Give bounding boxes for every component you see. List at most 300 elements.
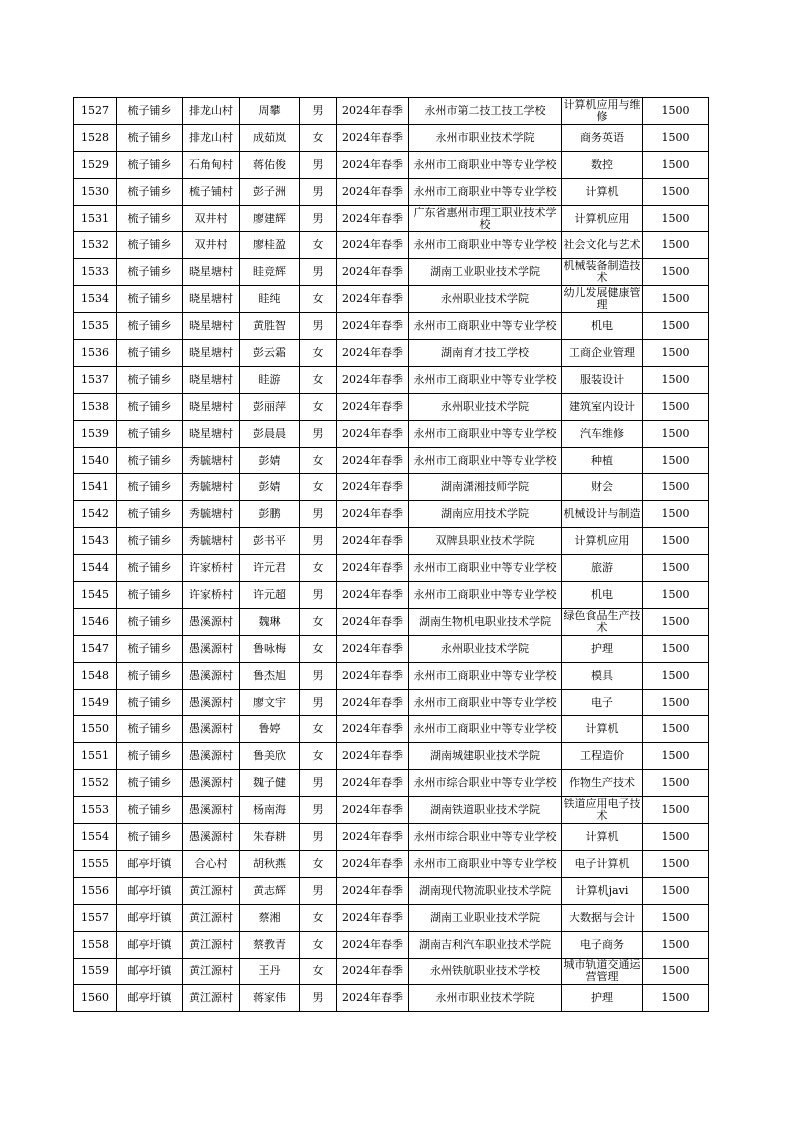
township-cell bbox=[117, 393, 183, 420]
major-text: 计算机应用与维修 bbox=[563, 98, 641, 123]
township-cell bbox=[117, 178, 183, 205]
student-name-text: 王丹 bbox=[258, 965, 281, 978]
serial-number-text: 1552 bbox=[81, 777, 109, 790]
serial-number-cell bbox=[74, 850, 117, 877]
serial-number-text: 1533 bbox=[81, 266, 109, 279]
serial-number-text: 1554 bbox=[81, 830, 109, 843]
student-name-cell bbox=[240, 608, 300, 635]
village-cell bbox=[183, 850, 240, 877]
major-cell bbox=[562, 770, 643, 797]
major-text: 社会文化与艺术 bbox=[563, 239, 641, 252]
township-text: 梳子铺乡 bbox=[127, 669, 172, 682]
major-cell bbox=[562, 743, 643, 770]
semester-cell bbox=[337, 420, 409, 447]
serial-number-cell bbox=[74, 608, 117, 635]
serial-number-text: 1550 bbox=[81, 723, 109, 736]
semester-text: 2024年春季 bbox=[342, 400, 403, 413]
village-text: 双井村 bbox=[194, 212, 228, 225]
student-name-text: 廖文宇 bbox=[253, 696, 286, 709]
major-cell bbox=[562, 420, 643, 447]
table-row bbox=[74, 904, 709, 931]
student-name-cell bbox=[240, 662, 300, 689]
amount-text: 1500 bbox=[661, 400, 690, 413]
village-cell bbox=[183, 178, 240, 205]
amount-text: 1500 bbox=[661, 804, 690, 817]
village-text: 愚溪源村 bbox=[189, 615, 233, 628]
serial-number-cell bbox=[74, 313, 117, 340]
township-text: 梳子铺乡 bbox=[127, 508, 172, 521]
township-text: 梳子铺乡 bbox=[127, 320, 172, 333]
student-name-text: 魏子健 bbox=[253, 777, 286, 790]
semester-cell bbox=[337, 98, 409, 125]
major-text: 旅游 bbox=[591, 562, 613, 575]
village-cell bbox=[183, 313, 240, 340]
semester-cell bbox=[337, 178, 409, 205]
student-name-cell bbox=[240, 98, 300, 125]
semester-text: 2024年春季 bbox=[342, 293, 403, 306]
student-name-text: 蔡湘 bbox=[258, 911, 281, 924]
township-cell bbox=[117, 824, 183, 851]
gender-cell bbox=[300, 582, 337, 609]
village-cell bbox=[183, 501, 240, 528]
amount-cell bbox=[643, 151, 709, 178]
school-text: 永州市工商职业中等专业学校 bbox=[413, 723, 557, 736]
serial-number-text: 1529 bbox=[81, 158, 109, 171]
township-text: 梳子铺乡 bbox=[127, 481, 172, 494]
gender-cell bbox=[300, 124, 337, 151]
major-text: 计算机 bbox=[585, 185, 619, 198]
school-cell bbox=[409, 393, 562, 420]
village-cell bbox=[183, 582, 240, 609]
serial-number-text: 1534 bbox=[81, 293, 109, 306]
student-name-cell bbox=[240, 824, 300, 851]
serial-number-text: 1560 bbox=[81, 992, 109, 1005]
township-cell bbox=[117, 904, 183, 931]
village-text: 晓星塘村 bbox=[189, 320, 233, 333]
semester-text: 2024年春季 bbox=[342, 373, 403, 386]
amount-cell bbox=[643, 716, 709, 743]
village-text: 愚溪源村 bbox=[189, 696, 233, 709]
gender-text: 女 bbox=[312, 642, 324, 655]
village-text: 愚溪源村 bbox=[189, 750, 233, 763]
school-cell bbox=[409, 178, 562, 205]
table-row bbox=[74, 286, 709, 313]
township-text: 邮亭圩镇 bbox=[127, 965, 172, 978]
semester-text: 2024年春季 bbox=[342, 185, 403, 198]
township-cell bbox=[117, 528, 183, 555]
village-cell bbox=[183, 528, 240, 555]
amount-text: 1500 bbox=[661, 454, 690, 467]
student-name-cell bbox=[240, 420, 300, 447]
semester-text: 2024年春季 bbox=[342, 992, 403, 1005]
student-name-text: 黄胜智 bbox=[253, 320, 286, 333]
major-cell bbox=[562, 555, 643, 582]
subsidy-roster-table bbox=[73, 97, 709, 1012]
serial-number-text: 1548 bbox=[81, 669, 109, 682]
major-text: 绿色食品生产技术 bbox=[563, 609, 641, 634]
serial-number-cell bbox=[74, 259, 117, 286]
table-row bbox=[74, 958, 709, 985]
school-text: 湖南应用技术学院 bbox=[441, 508, 529, 521]
school-cell bbox=[409, 850, 562, 877]
table-row bbox=[74, 555, 709, 582]
major-text: 建筑室内设计 bbox=[569, 400, 635, 413]
school-text: 永州市工商职业中等专业学校 bbox=[413, 373, 557, 386]
school-cell bbox=[409, 340, 562, 367]
serial-number-text: 1551 bbox=[81, 750, 109, 763]
school-cell bbox=[409, 474, 562, 501]
table-row bbox=[74, 824, 709, 851]
semester-cell bbox=[337, 689, 409, 716]
gender-text: 女 bbox=[312, 293, 324, 306]
major-text: 计算机javi bbox=[575, 884, 629, 897]
student-name-cell bbox=[240, 501, 300, 528]
gender-cell bbox=[300, 635, 337, 662]
amount-cell bbox=[643, 259, 709, 286]
gender-text: 男 bbox=[312, 158, 324, 171]
semester-cell bbox=[337, 124, 409, 151]
township-text: 梳子铺乡 bbox=[127, 723, 172, 736]
semester-cell bbox=[337, 528, 409, 555]
serial-number-cell bbox=[74, 286, 117, 313]
serial-number-text: 1557 bbox=[81, 911, 109, 924]
gender-cell bbox=[300, 716, 337, 743]
table-row bbox=[74, 474, 709, 501]
student-name-cell bbox=[240, 286, 300, 313]
township-cell bbox=[117, 232, 183, 259]
amount-text: 1500 bbox=[661, 320, 690, 333]
township-text: 梳子铺乡 bbox=[127, 131, 172, 144]
school-text: 永州市工商职业中等专业学校 bbox=[413, 857, 557, 870]
school-text: 永州市第二技工技工学校 bbox=[424, 104, 546, 117]
serial-number-cell bbox=[74, 743, 117, 770]
semester-text: 2024年春季 bbox=[342, 131, 403, 144]
gender-cell bbox=[300, 662, 337, 689]
school-cell bbox=[409, 904, 562, 931]
semester-text: 2024年春季 bbox=[342, 911, 403, 924]
gender-text: 女 bbox=[312, 400, 324, 413]
student-name-text: 蔡教青 bbox=[253, 938, 286, 951]
student-name-cell bbox=[240, 931, 300, 958]
table-row bbox=[74, 985, 709, 1012]
amount-cell bbox=[643, 474, 709, 501]
major-cell bbox=[562, 205, 643, 232]
amount-text: 1500 bbox=[661, 938, 690, 951]
semester-cell bbox=[337, 286, 409, 313]
semester-cell bbox=[337, 797, 409, 824]
amount-text: 1500 bbox=[661, 615, 690, 628]
serial-number-cell bbox=[74, 366, 117, 393]
village-text: 晓星塘村 bbox=[189, 400, 233, 413]
table-row bbox=[74, 447, 709, 474]
village-text: 愚溪源村 bbox=[189, 669, 233, 682]
township-cell bbox=[117, 582, 183, 609]
amount-cell bbox=[643, 743, 709, 770]
amount-text: 1500 bbox=[661, 562, 690, 575]
village-text: 黄江源村 bbox=[189, 938, 233, 951]
gender-text: 女 bbox=[312, 965, 324, 978]
major-cell bbox=[562, 582, 643, 609]
township-text: 梳子铺乡 bbox=[127, 427, 172, 440]
serial-number-cell bbox=[74, 474, 117, 501]
village-cell bbox=[183, 366, 240, 393]
gender-text: 男 bbox=[312, 804, 324, 817]
major-text: 电子 bbox=[591, 696, 613, 709]
amount-cell bbox=[643, 904, 709, 931]
village-cell bbox=[183, 931, 240, 958]
amount-cell bbox=[643, 286, 709, 313]
gender-cell bbox=[300, 608, 337, 635]
gender-text: 男 bbox=[312, 266, 324, 279]
amount-cell bbox=[643, 985, 709, 1012]
gender-text: 男 bbox=[312, 185, 324, 198]
serial-number-text: 1528 bbox=[81, 131, 109, 144]
township-text: 梳子铺乡 bbox=[127, 454, 172, 467]
table-row bbox=[74, 393, 709, 420]
amount-text: 1500 bbox=[661, 158, 690, 171]
amount-cell bbox=[643, 340, 709, 367]
school-cell bbox=[409, 366, 562, 393]
semester-text: 2024年春季 bbox=[342, 266, 403, 279]
major-cell bbox=[562, 850, 643, 877]
semester-text: 2024年春季 bbox=[342, 508, 403, 521]
village-text: 石角甸村 bbox=[189, 158, 233, 171]
school-text: 永州职业技术学院 bbox=[441, 400, 529, 413]
serial-number-text: 1546 bbox=[81, 615, 109, 628]
student-name-cell bbox=[240, 366, 300, 393]
township-text: 梳子铺乡 bbox=[127, 804, 172, 817]
semester-cell bbox=[337, 259, 409, 286]
gender-text: 女 bbox=[312, 562, 324, 575]
village-text: 愚溪源村 bbox=[189, 723, 233, 736]
school-text: 永州市工商职业中等专业学校 bbox=[413, 588, 557, 601]
serial-number-text: 1538 bbox=[81, 400, 109, 413]
amount-text: 1500 bbox=[661, 588, 690, 601]
village-text: 双井村 bbox=[194, 239, 228, 252]
student-name-text: 鲁婷 bbox=[258, 723, 281, 736]
amount-cell bbox=[643, 635, 709, 662]
serial-number-cell bbox=[74, 393, 117, 420]
gender-cell bbox=[300, 98, 337, 125]
serial-number-text: 1556 bbox=[81, 884, 109, 897]
amount-cell bbox=[643, 824, 709, 851]
major-cell bbox=[562, 501, 643, 528]
table-row bbox=[74, 850, 709, 877]
village-text: 秀毓塘村 bbox=[189, 535, 233, 548]
township-text: 梳子铺乡 bbox=[127, 696, 172, 709]
student-name-cell bbox=[240, 178, 300, 205]
school-cell bbox=[409, 313, 562, 340]
village-cell bbox=[183, 340, 240, 367]
gender-text: 女 bbox=[312, 723, 324, 736]
village-text: 秀毓塘村 bbox=[189, 508, 233, 521]
semester-text: 2024年春季 bbox=[342, 454, 403, 467]
serial-number-cell bbox=[74, 98, 117, 125]
student-name-cell bbox=[240, 474, 300, 501]
semester-text: 2024年春季 bbox=[342, 104, 403, 117]
semester-text: 2024年春季 bbox=[342, 481, 403, 494]
serial-number-text: 1543 bbox=[81, 535, 109, 548]
serial-number-cell bbox=[74, 797, 117, 824]
serial-number-cell bbox=[74, 205, 117, 232]
amount-text: 1500 bbox=[661, 239, 690, 252]
school-text: 湖南铁道职业技术学院 bbox=[430, 804, 540, 817]
school-cell bbox=[409, 259, 562, 286]
village-cell bbox=[183, 662, 240, 689]
table-row bbox=[74, 716, 709, 743]
village-text: 晓星塘村 bbox=[189, 427, 233, 440]
table-row bbox=[74, 797, 709, 824]
serial-number-text: 1559 bbox=[81, 965, 109, 978]
village-text: 秀毓塘村 bbox=[189, 481, 233, 494]
school-text: 湖南工业职业技术学院 bbox=[430, 266, 540, 279]
gender-cell bbox=[300, 555, 337, 582]
amount-text: 1500 bbox=[661, 965, 690, 978]
amount-cell bbox=[643, 662, 709, 689]
township-cell bbox=[117, 366, 183, 393]
semester-cell bbox=[337, 582, 409, 609]
village-cell bbox=[183, 608, 240, 635]
township-text: 梳子铺乡 bbox=[127, 830, 172, 843]
township-cell bbox=[117, 662, 183, 689]
village-text: 黄江源村 bbox=[189, 911, 233, 924]
student-name-cell bbox=[240, 850, 300, 877]
table-row bbox=[74, 340, 709, 367]
semester-text: 2024年春季 bbox=[342, 642, 403, 655]
semester-cell bbox=[337, 151, 409, 178]
serial-number-text: 1540 bbox=[81, 454, 109, 467]
township-cell bbox=[117, 501, 183, 528]
school-cell bbox=[409, 151, 562, 178]
village-cell bbox=[183, 98, 240, 125]
amount-text: 1500 bbox=[661, 642, 690, 655]
major-cell bbox=[562, 232, 643, 259]
gender-text: 女 bbox=[312, 481, 324, 494]
amount-cell bbox=[643, 232, 709, 259]
amount-cell bbox=[643, 931, 709, 958]
school-cell bbox=[409, 205, 562, 232]
serial-number-cell bbox=[74, 931, 117, 958]
amount-cell bbox=[643, 313, 709, 340]
major-text: 汽车维修 bbox=[580, 427, 624, 440]
gender-cell bbox=[300, 985, 337, 1012]
village-cell bbox=[183, 232, 240, 259]
amount-text: 1500 bbox=[661, 723, 690, 736]
school-cell bbox=[409, 555, 562, 582]
table-row bbox=[74, 608, 709, 635]
gender-text: 女 bbox=[312, 346, 324, 359]
village-cell bbox=[183, 205, 240, 232]
table-row bbox=[74, 582, 709, 609]
amount-text: 1500 bbox=[661, 508, 690, 521]
township-cell bbox=[117, 340, 183, 367]
amount-cell bbox=[643, 877, 709, 904]
amount-cell bbox=[643, 124, 709, 151]
gender-text: 男 bbox=[312, 104, 324, 117]
serial-number-cell bbox=[74, 824, 117, 851]
major-text: 城市轨道交通运营管理 bbox=[563, 959, 641, 984]
semester-cell bbox=[337, 608, 409, 635]
major-cell bbox=[562, 985, 643, 1012]
village-cell bbox=[183, 474, 240, 501]
amount-cell bbox=[643, 555, 709, 582]
village-text: 晓星塘村 bbox=[189, 293, 233, 306]
student-name-cell bbox=[240, 877, 300, 904]
semester-cell bbox=[337, 716, 409, 743]
semester-text: 2024年春季 bbox=[342, 669, 403, 682]
table-row bbox=[74, 689, 709, 716]
semester-text: 2024年春季 bbox=[342, 857, 403, 870]
village-cell bbox=[183, 555, 240, 582]
table-row bbox=[74, 98, 709, 125]
major-cell bbox=[562, 877, 643, 904]
major-text: 机械设计与制造 bbox=[563, 508, 641, 521]
major-text: 幼儿发展健康管理 bbox=[563, 287, 641, 312]
gender-cell bbox=[300, 797, 337, 824]
major-cell bbox=[562, 797, 643, 824]
semester-text: 2024年春季 bbox=[342, 777, 403, 790]
village-cell bbox=[183, 770, 240, 797]
major-text: 护理 bbox=[591, 992, 613, 1005]
gender-cell bbox=[300, 205, 337, 232]
serial-number-text: 1545 bbox=[81, 588, 109, 601]
serial-number-text: 1553 bbox=[81, 804, 109, 817]
township-cell bbox=[117, 797, 183, 824]
table-row bbox=[74, 877, 709, 904]
student-name-cell bbox=[240, 635, 300, 662]
gender-text: 男 bbox=[312, 508, 324, 521]
amount-text: 1500 bbox=[661, 884, 690, 897]
semester-cell bbox=[337, 904, 409, 931]
table-row bbox=[74, 205, 709, 232]
village-text: 许家桥村 bbox=[189, 562, 233, 575]
gender-text: 男 bbox=[312, 669, 324, 682]
table-row bbox=[74, 528, 709, 555]
student-name-text: 鲁美欣 bbox=[253, 750, 286, 763]
semester-cell bbox=[337, 340, 409, 367]
township-cell bbox=[117, 447, 183, 474]
table-row bbox=[74, 124, 709, 151]
gender-text: 男 bbox=[312, 535, 324, 548]
school-cell bbox=[409, 635, 562, 662]
township-text: 邮亭圩镇 bbox=[127, 938, 172, 951]
major-text: 服装设计 bbox=[580, 373, 624, 386]
serial-number-text: 1541 bbox=[81, 481, 109, 494]
township-cell bbox=[117, 850, 183, 877]
major-text: 种植 bbox=[591, 454, 613, 467]
village-cell bbox=[183, 151, 240, 178]
amount-text: 1500 bbox=[661, 911, 690, 924]
school-text: 永州市职业技术学院 bbox=[435, 131, 535, 144]
township-text: 邮亭圩镇 bbox=[127, 911, 172, 924]
amount-cell bbox=[643, 501, 709, 528]
school-text: 永州市综合职业中等专业学校 bbox=[413, 777, 557, 790]
major-text: 工商企业管理 bbox=[569, 346, 635, 359]
major-text: 计算机 bbox=[585, 830, 619, 843]
amount-cell bbox=[643, 205, 709, 232]
student-name-cell bbox=[240, 447, 300, 474]
student-name-text: 彭书平 bbox=[253, 535, 286, 548]
student-name-text: 彭晨晨 bbox=[253, 427, 286, 440]
semester-cell bbox=[337, 232, 409, 259]
school-text: 广东省惠州市理工职业技术学校 bbox=[413, 206, 557, 231]
serial-number-cell bbox=[74, 904, 117, 931]
gender-cell bbox=[300, 259, 337, 286]
school-cell bbox=[409, 528, 562, 555]
table-row bbox=[74, 931, 709, 958]
student-name-text: 周攀 bbox=[258, 104, 281, 117]
major-text: 作物生产技术 bbox=[569, 777, 635, 790]
